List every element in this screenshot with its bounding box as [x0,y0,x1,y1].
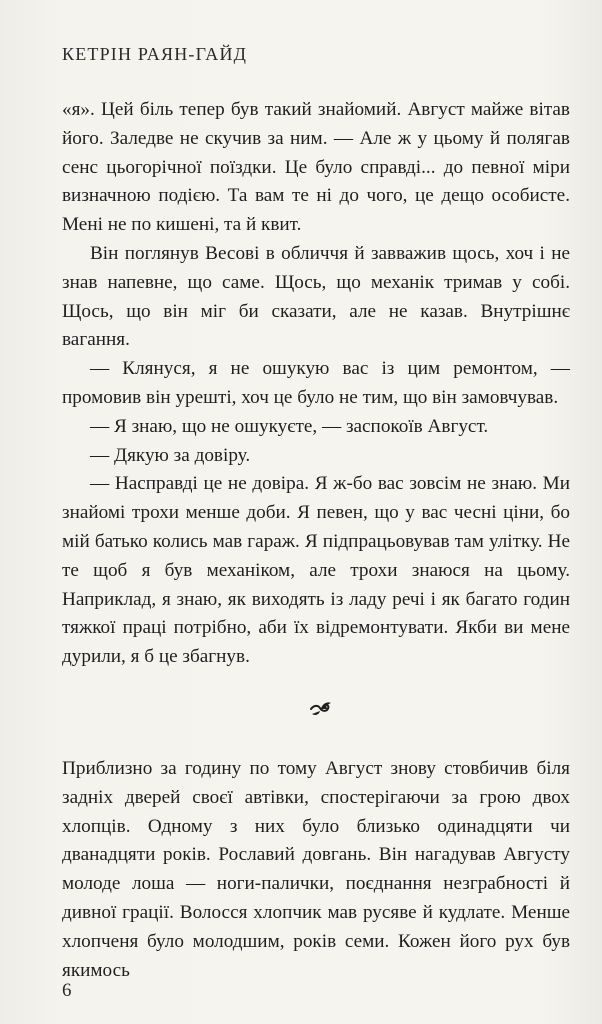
running-head: КЕТРІН РАЯН-ГАЙД [62,44,248,64]
page-number: 6 [62,980,72,1001]
paragraph: Він поглянув Весові в обличчя й завважив щось, хоч і не знав напевне, що саме. Щось, що механік тримав у собі. Щось, що він міг би сказати, але не казав. Внутрішнє вагання. [62,242,570,351]
paragraph: — Клянуся, я не ошукую вас із цим ремонтом, — промовив він урешті, хоч це було не тим, що він замовчував. [62,358,570,408]
paragraph: — Насправді це не довіра. Я ж-бо вас зовсім не знаю. Ми знайомі трохи менше доби. Я певен, що у вас чесні ціни, бо мій батько колись мав гараж. Я підпрацьовував там улітку. Не те щоб я був механіком, але трохи знаюся на цьому. Наприклад, я знаю, як виходять із ладу речі і як багато годин тяжкої праці потрібно, аби їх відремонтувати. Якби ви мене дурили, я б це збагнув. [62,473,570,668]
paragraph: — Дякую за довіру. [90,444,251,466]
paragraph: — Я знаю, що не ошукуєте, — заспокоїв Август. [90,415,489,437]
paragraph: «я». Цей біль тепер був такий знайомий. Август майже вітав його. Заледве не скучив за ним. — Але ж у цьому й полягав сенс цьогорічної поїздки. Це було справді... до певної міри визначною подією. Та вам те ні до чого, це дещо особисте. Мені не по кишені, та й квит. [62,99,570,236]
fleuron-icon [308,697,334,719]
text-section-1 [62,96,570,672]
paragraph: Приблизно за годину по тому Август знову стовбичив біля задніх дверей своєї автівки, спостерігаючи за грою двох хлопців. Одному з них було близько одинадцяти чи дванадцяти років. Рославий довгань. Він нагадував Августу молоде лоша — ноги-палички, поєднання незграбності й дивної грації. Волосся хлопчик мав русяве й кудлате. Менше хлопченя було молодшим, років семи. Кожен його рух був якимось [62,758,570,981]
text-section-2 [62,755,570,985]
